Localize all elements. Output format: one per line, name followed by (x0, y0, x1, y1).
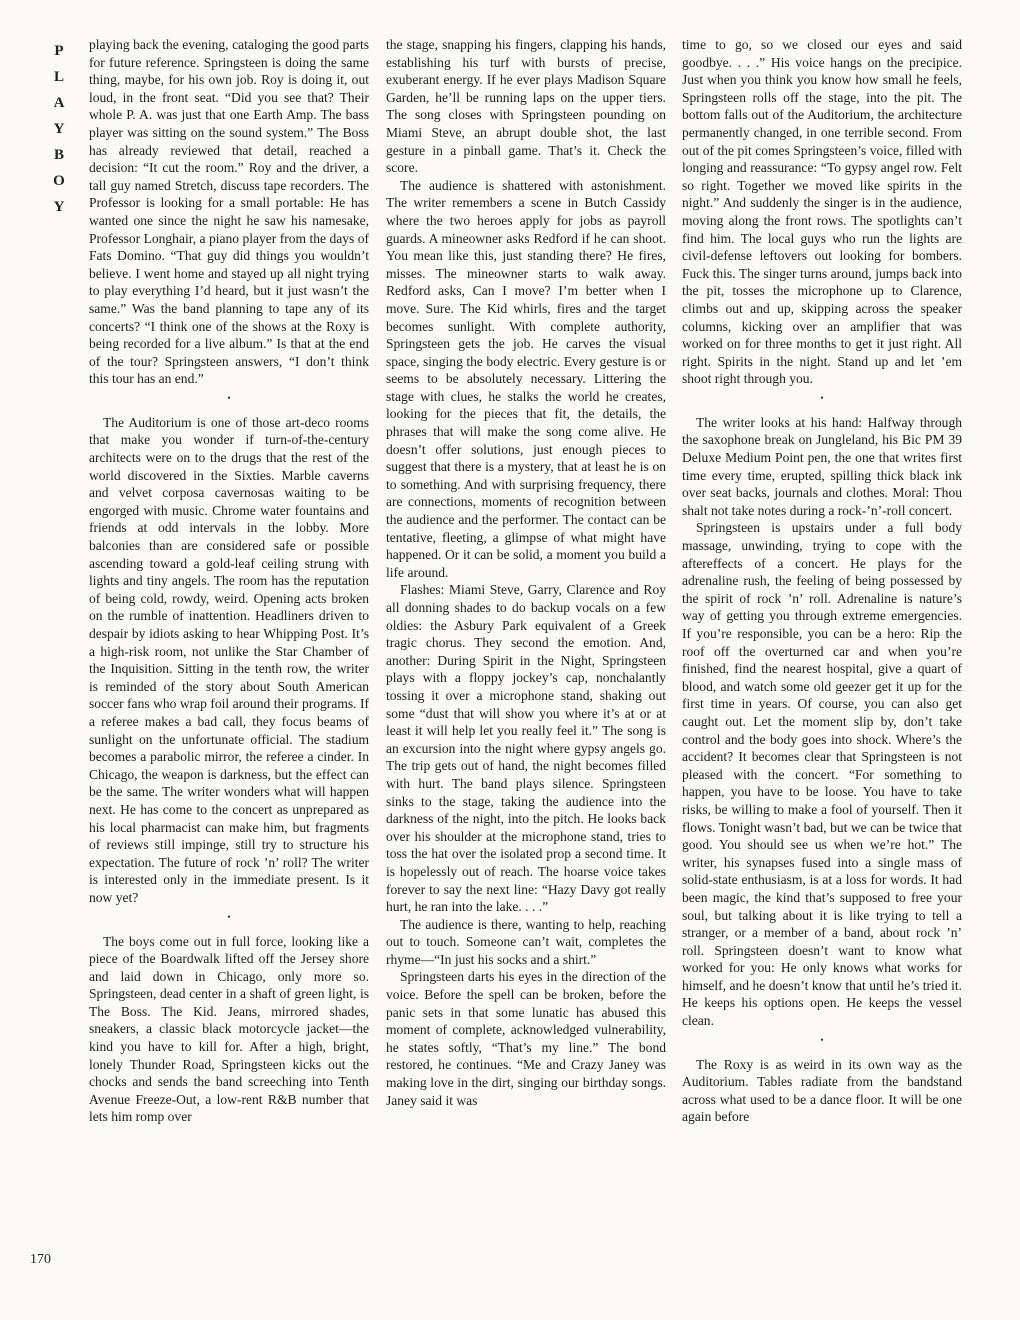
running-head-letter: B (53, 147, 64, 163)
running-head-letter: Y (53, 121, 65, 137)
running-head-letter: L (53, 69, 64, 85)
running-head-letter: Y (53, 199, 65, 215)
paragraph: The writer looks at his hand: Halfway through the saxophone break on Jungleland, his Bic PM 39 Deluxe Medium Point pen, the one that writes first time every time, erupted, spilling thick black ink over seat backs, journals and clothes. Moral: Thou shalt not take notes during a rock-’n’-roll concert. (682, 414, 962, 518)
section-separator: • (820, 1034, 824, 1045)
paragraph: playing back the evening, cataloging the good parts for future reference. Springsteen is doing the same thing, maybe, for his own job. Roy is doing it, out loud, in the front seat. “Did you see that? Their whole P. A. was just that one Earth Amp. The bass player was sitting on the sound system.” The Boss has already reviewed that detail, reached a decision: “It cut the room.” Roy and the driver, a tall guy named Stretch, discuss tape recorders. The Professor is looking for a small portable: He has wanted one since the night he saw his namesake, Professor Longhair, a piano player from the days of Fats Domino. “That guy did things you wouldn’t believe. I went home and stayed up all night trying to play everything I’d heard, but it just wasn’t the same.” Was the band planning to tape any of its concerts? “I think one of the shows at the Roxy is being recorded for a live album.” Is that at the end of the tour? Springsteen answers, “I don’t think this tour has an end.” (89, 37, 369, 387)
paragraph: The Roxy is as weird in its own way as the Auditorium. Tables radiate from the bandstand across what used to be a dance floor. It will be one again before (682, 1056, 962, 1125)
section-separator: • (820, 392, 824, 403)
running-head-letter: O (53, 173, 65, 189)
paragraph: The boys come out in full force, looking like a piece of the Boardwalk lifted off the Jersey shore and laid down in Chicago, only more so. Springsteen, dead center in a shaft of green light, is The Boss. The Kid. Jeans, mirrored shades, sneakers, a classic black motorcycle jacket—the kind you have to kill for. After a high, bright, lonely Thunder Road, Springsteen kicks out the chocks and sends the band screeching into Tenth Avenue Freeze-Out, a low-rent R&B number that lets him romp over (89, 933, 369, 1125)
paragraph: Flashes: Miami Steve, Garry, Clarence and Roy all donning shades to do backup vocals on a few oldies: the Asbury Park equivalent of a Greek tragic chorus. They second the emotion. And, another: During Spirit in the Night, Springsteen plays with a floppy jockey’s cap, nonchalantly tossing it over a microphone stand, shaking out some “dust that will show you where it’s at or at least it will help let you really feel it.” The song is an excursion into the night where gypsy angels go. The trip gets out of hand, the night becomes filled with hurt. The band plays silence. Springsteen sinks to the stage, taking the audience into the darkness of the night, into the pitch. He looks back over his shoulder at the microphone stand, tries to toss the hat over the isolated prop a second time. It is hopelessly out of reach. The hoarse voice takes forever to say the next line: “Hazy Davy got really hurt, he ran into the lake. . . .” (386, 582, 666, 915)
paragraph: Springsteen is upstairs under a full body massage, unwinding, trying to cope with the aftereffects of a concert. He plays for the adrenaline rush, the feeling of being possessed by the spirit of rock ’n’ roll. Adrenaline is nature’s way of getting you through extreme emergencies. If you’re responsible, you can be a hero: Rip the roof off the overturned car and when you’re finished, find the nearest hospital, give a quart of blood, and watch some old geezer get it up for the first time in years. Of course, you can also get caught out. Let the moment slip by, don’t take control and the body goes into shock. Where’s the accident? It becomes clear that Springsteen is not pleased with the concert. “For something to happen, you have to be loose. You have to take risks, be willing to make a fool of yourself. Then it flows. Tonight wasn’t bad, but we can be twice that good. You should see us when we’re hot.” The writer, his synapses fused into a single mass of solid-state enthusiasm, is at a loss for words. It had been magic, the kind that’s supposed to free your soul, but talking about it is like trying to tell a stranger, or a member of a band, about rock ’n’ roll. Springsteen doesn’t want to know what worked for you: He only knows what works for himself, and he doesn’t know that until he’s tried it. He keeps his options open. He keeps the vessel clean. (682, 520, 962, 1029)
paragraph: the stage, snapping his fingers, clapping his hands, establishing his turf with bursts of precise, exuberant energy. If he ever plays Madison Square Garden, he’ll be running laps on the upper tiers. The song closes with Springsteen pounding on Miami Steve, an abrupt double shot, the last gesture in a pinball game. That’s it. Check the score. (386, 37, 666, 176)
text-column-3 (682, 36, 962, 1126)
paragraph: Springsteen darts his eyes in the direction of the voice. Before the spell can be broken, before the panic sets in that some lunatic has abused this moment of complete, acknowledged vulnerability, he states softly, “That’s my line.” The bond restored, he continues. “Me and Crazy Janey was making love in the dirt, singing our birthday songs. Janey said it was (386, 969, 666, 1108)
text-column-2 (386, 36, 666, 1109)
paragraph: time to go, so we closed our eyes and said goodbye. . . .” His voice hangs on the precipice. Just when you think you know how small he feels, Springsteen rolls off the stage, into the pit. The bottom falls out of the Auditorium, the architecture permanently changed, in one terrible second. From out of the pit comes Springsteen’s voice, filled with longing and reassurance: “To gypsy angel row. Felt so right. Together we moved like spirits in the night.” And suddenly the singer is in the audience, moving along the front rows. The spotlights can’t find him. The local guys who run the lights are civil-defense leftovers out looking for bombers. Fuck this. The singer turns around, jumps back into the pit, tosses the microphone up to Clarence, climbs out and up, skipping across the speaker columns, kicking over an amplifier that was worked on for three months to get it just right. All right. Spirits in the night. Stand up and let ’em shoot right through you. (682, 37, 962, 387)
paragraph: The audience is shattered with astonishment. The writer remembers a scene in Butch Cassidy where the two heroes apply for jobs as payroll guards. A mineowner asks Redford if he can shoot. You mean like this, just standing there? He fires, misses. The mineowner starts to walk away. Redford asks, Can I move? I’m better when I move. Sure. The Kid whirls, fires and the target becomes sunlight. With complete authority, Springsteen gets the job. He carves the visual space, singing the body electric. Every gesture is or seems to be absolutely necessary. Littering the stage with clues, he stalks the world he creates, looking for the pieces that fit, the details, the phrases that will make the song come alive. He doesn’t offer solutions, just enough pieces to suggest that there is a mystery, that at least he is on to something. And with surprising frequency, there are connections, moments of recognition between the audience and the performer. The contact can be tentative, fleeting, a glimpse of what might have happened. Or it can be solid, a moment you build a life around. (386, 177, 666, 580)
text-column-1 (89, 36, 369, 1126)
running-head-letter: P (54, 43, 64, 59)
paragraph: The Auditorium is one of those art-deco rooms that make you wonder if turn-of-the-century architects were on to the drugs that the rest of the world discovered in the Sixties. Marble caverns and velvet corposa cavernosas waiting to be engorged with music. Chrome water fountains and friends at odd intervals in the lobby. More balconies than are considered safe or possible ascending toward a gold-leaf ceiling strung with lights and tiny angels. The room has the reputation of being cold, rowdy, weird. Opening acts broken on the rumble of inattention. Headliners driven to despair by idiots asking to hear Whipping Post. It’s a high-risk room, not unlike the Star Chamber of the Inquisition. Sitting in the tenth row, the writer is reminded of the story about South American soccer fans who wrap foil around their programs. If a referee makes a bad call, they focus beams of sunlight on the unfortunate official. The stadium becomes a parabolic mirror, the referee a cinder. In Chicago, the weapon is darkness, but the effect can be the same. The writer wonders what will happen next. He has come to the concert as unprepared as his local pharmacist can make him, but fragments of reviews still impinge, still try to structure his expectation. The future of rock ’n’ roll? The writer is interested only in the immediate present. Is it now yet? (89, 414, 369, 905)
section-separator: • (227, 392, 231, 403)
running-head (46, 38, 72, 220)
running-head-letter: A (53, 95, 65, 111)
paragraph: The audience is there, wanting to help, reaching out to touch. Someone can’t wait, completes the rhyme—“In just his socks and a shirt.” (386, 916, 666, 967)
section-separator: • (227, 911, 231, 922)
page-number: 170 (30, 1252, 51, 1267)
